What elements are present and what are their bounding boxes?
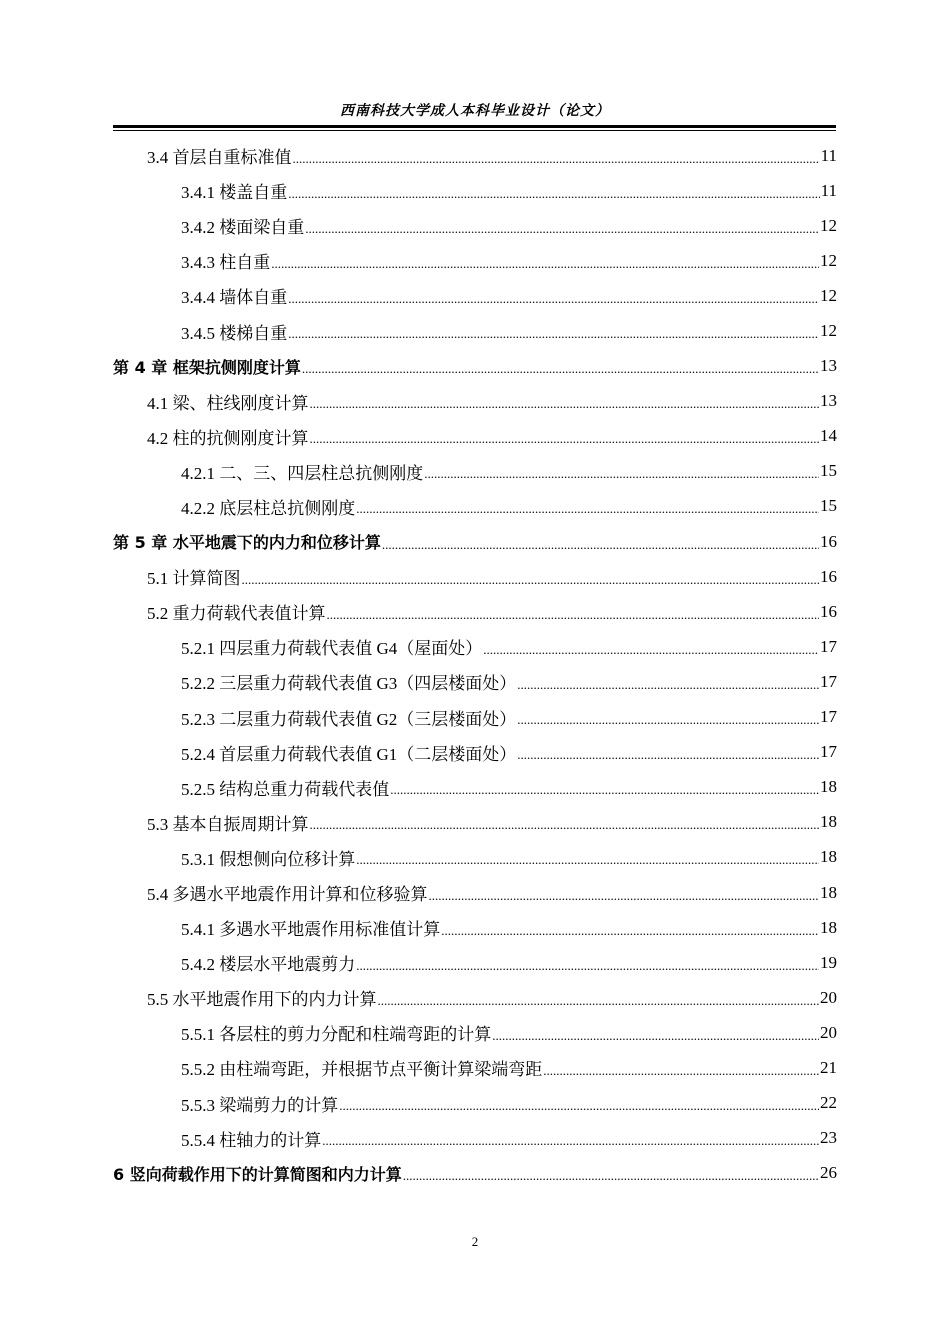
toc-entry-title: 5.2.1 四层重力荷载代表值 G4（屋面处） <box>181 639 483 659</box>
toc-entry-title: 第 4 章 框架抗侧刚度计算 <box>113 357 301 377</box>
toc-entry-title: 5.5 水平地震作用下的内力计算 <box>147 990 377 1010</box>
toc-entry-title: 3.4.2 楼面梁自重 <box>181 218 305 238</box>
toc-entry-page: 14 <box>820 426 837 446</box>
toc-dot-leader <box>382 537 819 553</box>
toc-entry-title: 5.5.3 梁端剪力的计算 <box>181 1095 339 1115</box>
toc-entry-page: 19 <box>820 952 837 972</box>
toc-entry[interactable] <box>113 840 837 875</box>
toc-entry-page: 11 <box>820 180 837 200</box>
toc-entry[interactable] <box>113 1156 837 1191</box>
toc-entry-page: 20 <box>820 1022 837 1042</box>
toc-entry-title: 5.2 重力荷载代表值计算 <box>147 604 326 624</box>
toc-entry-page: 15 <box>820 496 837 516</box>
toc-entry-title: 6 竖向荷载作用下的计算简图和内力计算 <box>113 1164 402 1184</box>
toc-entry-title: 5.4 多遇水平地震作用计算和位移验算 <box>147 885 428 905</box>
toc-entry[interactable] <box>113 559 837 594</box>
toc-entry-page: 18 <box>820 847 837 867</box>
toc-entry[interactable] <box>113 1086 837 1121</box>
toc-entry-page: 26 <box>820 1163 837 1183</box>
toc-entry-page: 12 <box>820 321 837 341</box>
toc-entry-page: 18 <box>820 882 837 902</box>
page-number: 2 <box>471 1234 479 1249</box>
toc-entry-page: 18 <box>820 777 837 797</box>
toc-entry[interactable] <box>113 489 837 524</box>
toc-dot-leader <box>356 852 819 868</box>
toc-entry-title: 5.1 计算简图 <box>147 569 241 589</box>
toc-entry-title: 3.4.4 墙体自重 <box>181 288 288 308</box>
toc-entry[interactable] <box>113 138 837 173</box>
toc-entry-page: 21 <box>820 1057 837 1077</box>
toc-entry-title: 5.2.3 二层重力荷载代表值 G2（三层楼面处） <box>181 709 517 729</box>
toc-entry[interactable] <box>113 594 837 629</box>
toc-dot-leader <box>378 993 820 1009</box>
toc-entry-page: 18 <box>820 812 837 832</box>
toc-entry[interactable] <box>113 208 837 243</box>
toc-entry-title: 5.3.1 假想侧向位移计算 <box>181 849 356 869</box>
toc-dot-leader <box>310 396 820 412</box>
toc-entry[interactable] <box>113 735 837 770</box>
toc-entry-title: 5.3 基本自振周期计算 <box>147 814 309 834</box>
toc-entry-page: 17 <box>820 636 837 656</box>
toc-dot-leader <box>517 712 819 728</box>
toc-dot-leader <box>293 151 820 167</box>
toc-entry[interactable] <box>113 1015 837 1050</box>
toc-dot-leader <box>356 501 819 517</box>
toc-entry[interactable] <box>113 945 837 980</box>
toc-entry[interactable] <box>113 349 837 384</box>
table-of-contents <box>113 138 837 1191</box>
toc-entry[interactable] <box>113 313 837 348</box>
toc-entry-title: 3.4.5 楼梯自重 <box>181 323 288 343</box>
toc-entry-page: 16 <box>820 566 837 586</box>
toc-entry-page: 18 <box>820 917 837 937</box>
header-rule-thick <box>113 125 836 128</box>
toc-entry-page: 23 <box>820 1128 837 1148</box>
toc-entry[interactable] <box>113 664 837 699</box>
toc-dot-leader <box>271 256 819 272</box>
toc-dot-leader <box>327 607 820 623</box>
toc-entry-page: 12 <box>820 250 837 270</box>
toc-entry-title: 5.4.1 多遇水平地震作用标准值计算 <box>181 920 441 940</box>
toc-entry-title: 5.2.5 结构总重力荷载代表值 <box>181 779 390 799</box>
toc-entry-title: 5.2.2 三层重力荷载代表值 G3（四层楼面处） <box>181 674 517 694</box>
toc-entry-page: 16 <box>820 531 837 551</box>
toc-entry-title: 5.5.4 柱轴力的计算 <box>181 1130 322 1150</box>
toc-entry-page: 17 <box>820 707 837 727</box>
toc-dot-leader <box>429 888 820 904</box>
toc-entry-title: 5.2.4 首层重力荷载代表值 G1（二层楼面处） <box>181 744 517 764</box>
toc-dot-leader <box>288 326 819 342</box>
toc-entry-title: 5.5.1 各层柱的剪力分配和柱端弯距的计算 <box>181 1025 492 1045</box>
toc-entry-title: 3.4 首层自重标准值 <box>147 148 292 168</box>
toc-entry-title: 4.2.2 底层柱总抗侧刚度 <box>181 498 356 518</box>
toc-dot-leader <box>483 642 819 658</box>
toc-dot-leader <box>322 1133 819 1149</box>
page-header-title: 西南科技大学成人本科毕业设计（论文） <box>340 103 610 119</box>
toc-entry-page: 16 <box>820 601 837 621</box>
toc-entry[interactable] <box>113 173 837 208</box>
toc-entry-title: 3.4.1 楼盖自重 <box>181 183 288 203</box>
toc-entry[interactable] <box>113 1121 837 1156</box>
toc-dot-leader <box>310 431 820 447</box>
toc-entry-title: 5.4.2 楼层水平地震剪力 <box>181 955 356 975</box>
toc-dot-leader <box>339 1098 819 1114</box>
toc-dot-leader <box>242 572 820 588</box>
toc-entry[interactable] <box>113 278 837 313</box>
toc-entry-title: 4.2.1 二、三、四层柱总抗侧刚度 <box>181 463 424 483</box>
toc-dot-leader <box>492 1028 819 1044</box>
toc-dot-leader <box>310 817 820 833</box>
toc-entry-page: 11 <box>820 145 837 165</box>
toc-entry[interactable] <box>113 805 837 840</box>
toc-entry-title: 5.5.2 由柱端弯距，并根据节点平衡计算梁端弯距 <box>181 1060 543 1080</box>
toc-entry-page: 17 <box>820 671 837 691</box>
toc-dot-leader <box>517 747 819 763</box>
toc-dot-leader <box>543 1063 819 1079</box>
toc-entry[interactable] <box>113 384 837 419</box>
toc-entry[interactable] <box>113 770 837 805</box>
toc-dot-leader <box>424 466 819 482</box>
toc-entry[interactable] <box>113 419 837 454</box>
toc-entry-title: 4.1 梁、柱线刚度计算 <box>147 393 309 413</box>
toc-entry[interactable] <box>113 243 837 278</box>
toc-dot-leader <box>302 361 819 377</box>
toc-entry-page: 12 <box>820 285 837 305</box>
toc-entry-title: 第 5 章 水平地震下的内力和位移计算 <box>113 533 381 553</box>
toc-entry[interactable] <box>113 454 837 489</box>
toc-entry[interactable] <box>113 524 837 559</box>
toc-entry[interactable] <box>113 629 837 664</box>
toc-entry[interactable] <box>113 875 837 910</box>
toc-entry-page: 12 <box>820 215 837 235</box>
header-rule-thin <box>113 130 836 131</box>
toc-entry[interactable] <box>113 700 837 735</box>
toc-entry-title: 4.2 柱的抗侧刚度计算 <box>147 428 309 448</box>
toc-dot-leader <box>356 958 819 974</box>
toc-entry-page: 17 <box>820 742 837 762</box>
toc-entry[interactable] <box>113 910 837 945</box>
toc-entry[interactable] <box>113 1050 837 1085</box>
toc-entry-page: 13 <box>820 391 837 411</box>
toc-entry-page: 22 <box>820 1093 837 1113</box>
toc-dot-leader <box>441 923 819 939</box>
toc-entry-page: 13 <box>820 356 837 376</box>
toc-entry[interactable] <box>113 980 837 1015</box>
toc-entry-page: 20 <box>820 987 837 1007</box>
toc-dot-leader <box>305 221 819 237</box>
toc-dot-leader <box>517 677 819 693</box>
toc-entry-title: 3.4.3 柱自重 <box>181 253 271 273</box>
toc-dot-leader <box>288 186 819 202</box>
toc-dot-leader <box>288 291 819 307</box>
toc-dot-leader <box>403 1168 819 1184</box>
toc-dot-leader <box>390 782 819 798</box>
toc-entry-page: 15 <box>820 461 837 481</box>
